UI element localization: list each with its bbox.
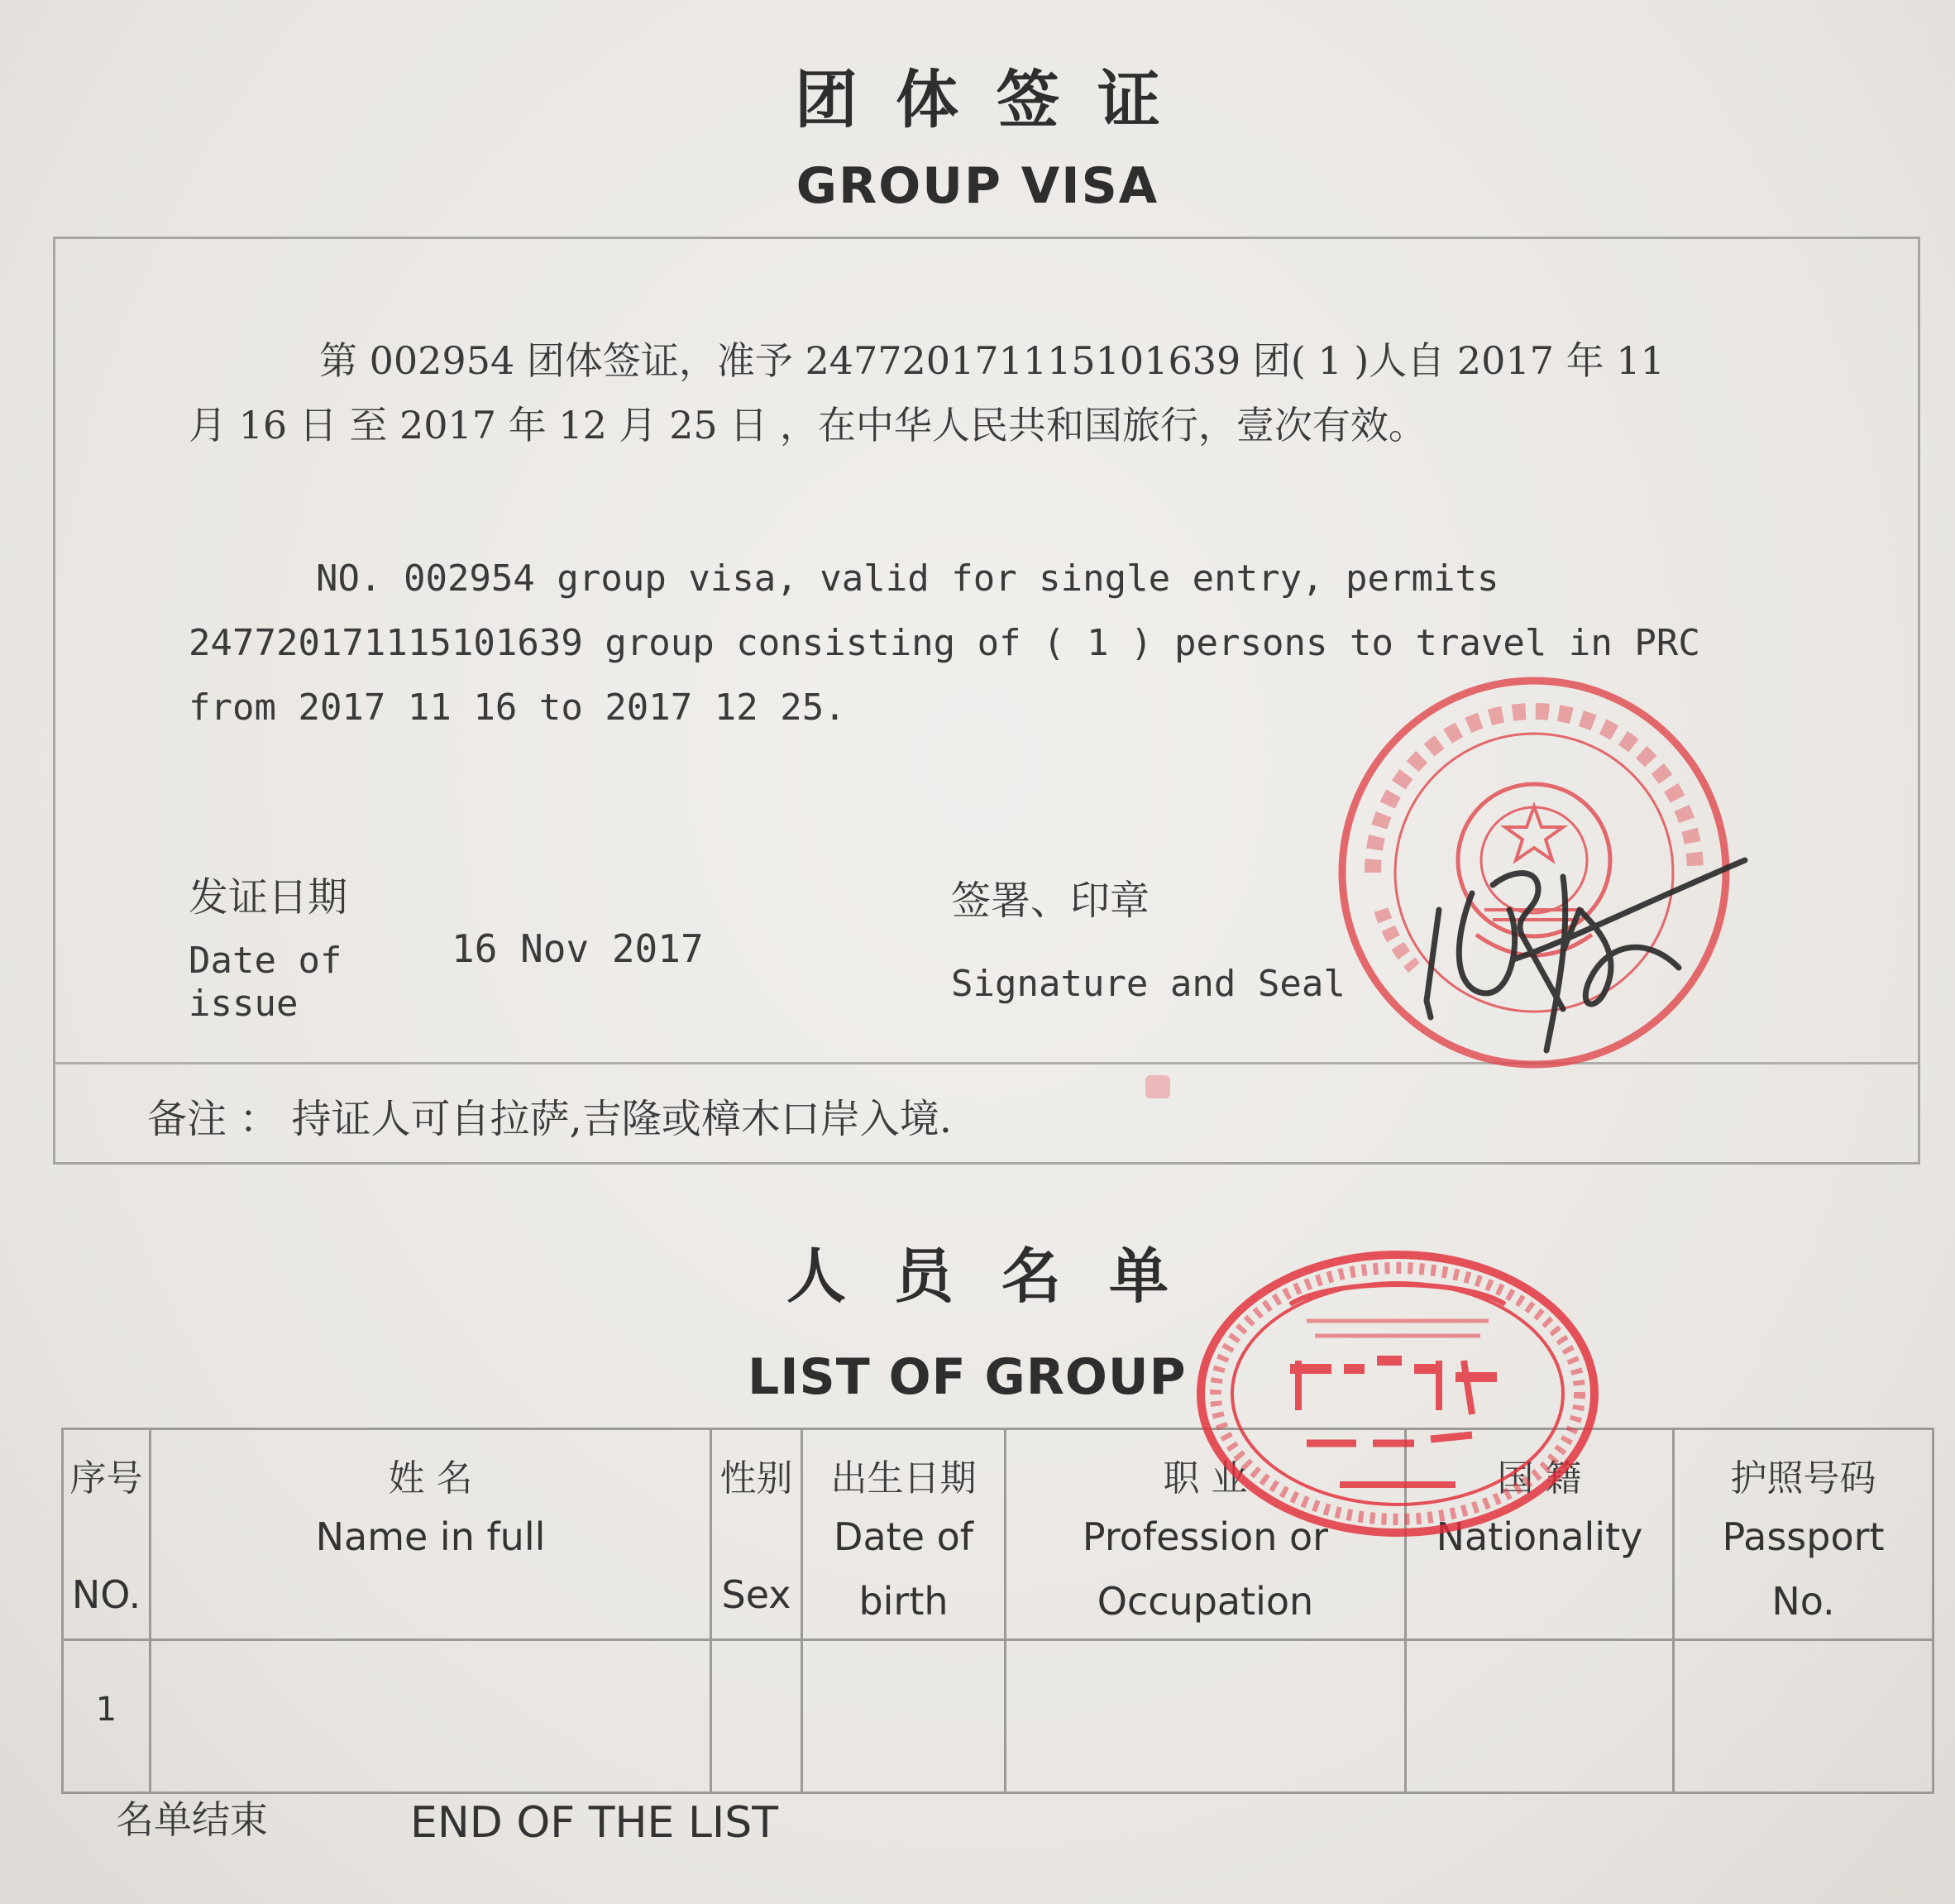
col-header-dob bbox=[802, 1429, 1006, 1640]
row-no: 1 bbox=[95, 1691, 117, 1729]
col-nationality-zh: 国 籍 bbox=[1497, 1457, 1582, 1500]
col-name-en: Name in full bbox=[315, 1514, 546, 1559]
col-no-en: NO. bbox=[71, 1572, 141, 1617]
cell-passport bbox=[1674, 1640, 1933, 1793]
col-header-sex bbox=[711, 1429, 802, 1640]
col-header-name bbox=[151, 1429, 711, 1640]
issue-date-label-en-1: Date of bbox=[189, 940, 342, 982]
signature-label-zh: 签署、印章 bbox=[951, 878, 1150, 924]
cell-dob bbox=[802, 1640, 1006, 1793]
col-occupation-en-1: Profession or bbox=[1082, 1514, 1329, 1559]
group-table bbox=[61, 1428, 1934, 1794]
issue-date-value: 16 Nov 2017 bbox=[452, 926, 704, 971]
col-nationality-en: Nationality bbox=[1436, 1514, 1643, 1559]
cell-name bbox=[151, 1640, 711, 1793]
table-row bbox=[63, 1640, 1933, 1793]
cell-sex bbox=[711, 1640, 802, 1793]
col-occupation-en-2: Occupation bbox=[1097, 1579, 1314, 1624]
title-english: GROUP VISA bbox=[796, 157, 1159, 215]
col-sex-en: Sex bbox=[721, 1572, 791, 1617]
col-passport-en-1: Passport bbox=[1722, 1514, 1885, 1559]
col-name-zh: 姓 名 bbox=[388, 1457, 473, 1500]
col-dob-zh: 出生日期 bbox=[830, 1457, 977, 1500]
signature-label-en: Signature and Seal bbox=[951, 963, 1346, 1005]
col-header-no bbox=[63, 1429, 151, 1640]
list-title-chinese: 人员名单 bbox=[786, 1241, 1216, 1311]
list-title-english: LIST OF GROUP bbox=[748, 1348, 1187, 1406]
col-header-passport bbox=[1674, 1429, 1933, 1640]
col-no-zh: 序号 bbox=[69, 1457, 143, 1500]
cell-nationality bbox=[1406, 1640, 1674, 1793]
issue-date-label-zh: 发证日期 bbox=[189, 874, 348, 921]
visa-text-en-line1: NO. 002954 group visa, valid for single entry, permits bbox=[316, 557, 1499, 600]
visa-text-en-line2: 247720171115101639 group consisting of ( 1 ) persons to travel in PRC bbox=[189, 622, 1700, 664]
remark-text: 备注 ： 持证人可自拉萨,吉隆或樟木口岸入境. bbox=[147, 1096, 953, 1142]
col-dob-en-1: Date of bbox=[834, 1514, 973, 1559]
table-header-row bbox=[63, 1429, 1933, 1640]
col-passport-en-2: No. bbox=[1771, 1579, 1835, 1624]
visa-text-zh-line1: 第 002954 团体签证，准予 247720171115101639 团( 1 )人自 2017 年 11 bbox=[319, 338, 1665, 383]
faint-red-mark bbox=[1145, 1075, 1170, 1098]
embassy-seal bbox=[1315, 662, 1761, 1092]
col-dob-en-2: birth bbox=[858, 1579, 949, 1624]
col-sex-zh: 性别 bbox=[719, 1457, 793, 1500]
col-passport-zh: 护照号码 bbox=[1730, 1457, 1876, 1500]
title-chinese: 团体签证 bbox=[795, 63, 1198, 136]
col-occupation-zh: 职 业 bbox=[1163, 1457, 1248, 1500]
cell-occupation bbox=[1006, 1640, 1406, 1793]
border-entry-stamp bbox=[1191, 1245, 1604, 1543]
visa-text-zh-line2: 月 16 日 至 2017 年 12 月 25 日 ，在中华人民共和国旅行，壹次有效。 bbox=[189, 403, 1427, 447]
visa-text-en-line3: from 2017 11 16 to 2017 12 25. bbox=[189, 686, 846, 729]
issue-date-label-en-2: issue bbox=[189, 983, 299, 1025]
end-of-list-en: END OF THE LIST bbox=[410, 1798, 779, 1848]
end-of-list-zh: 名单结束 bbox=[116, 1797, 268, 1842]
cell-no bbox=[63, 1640, 151, 1793]
